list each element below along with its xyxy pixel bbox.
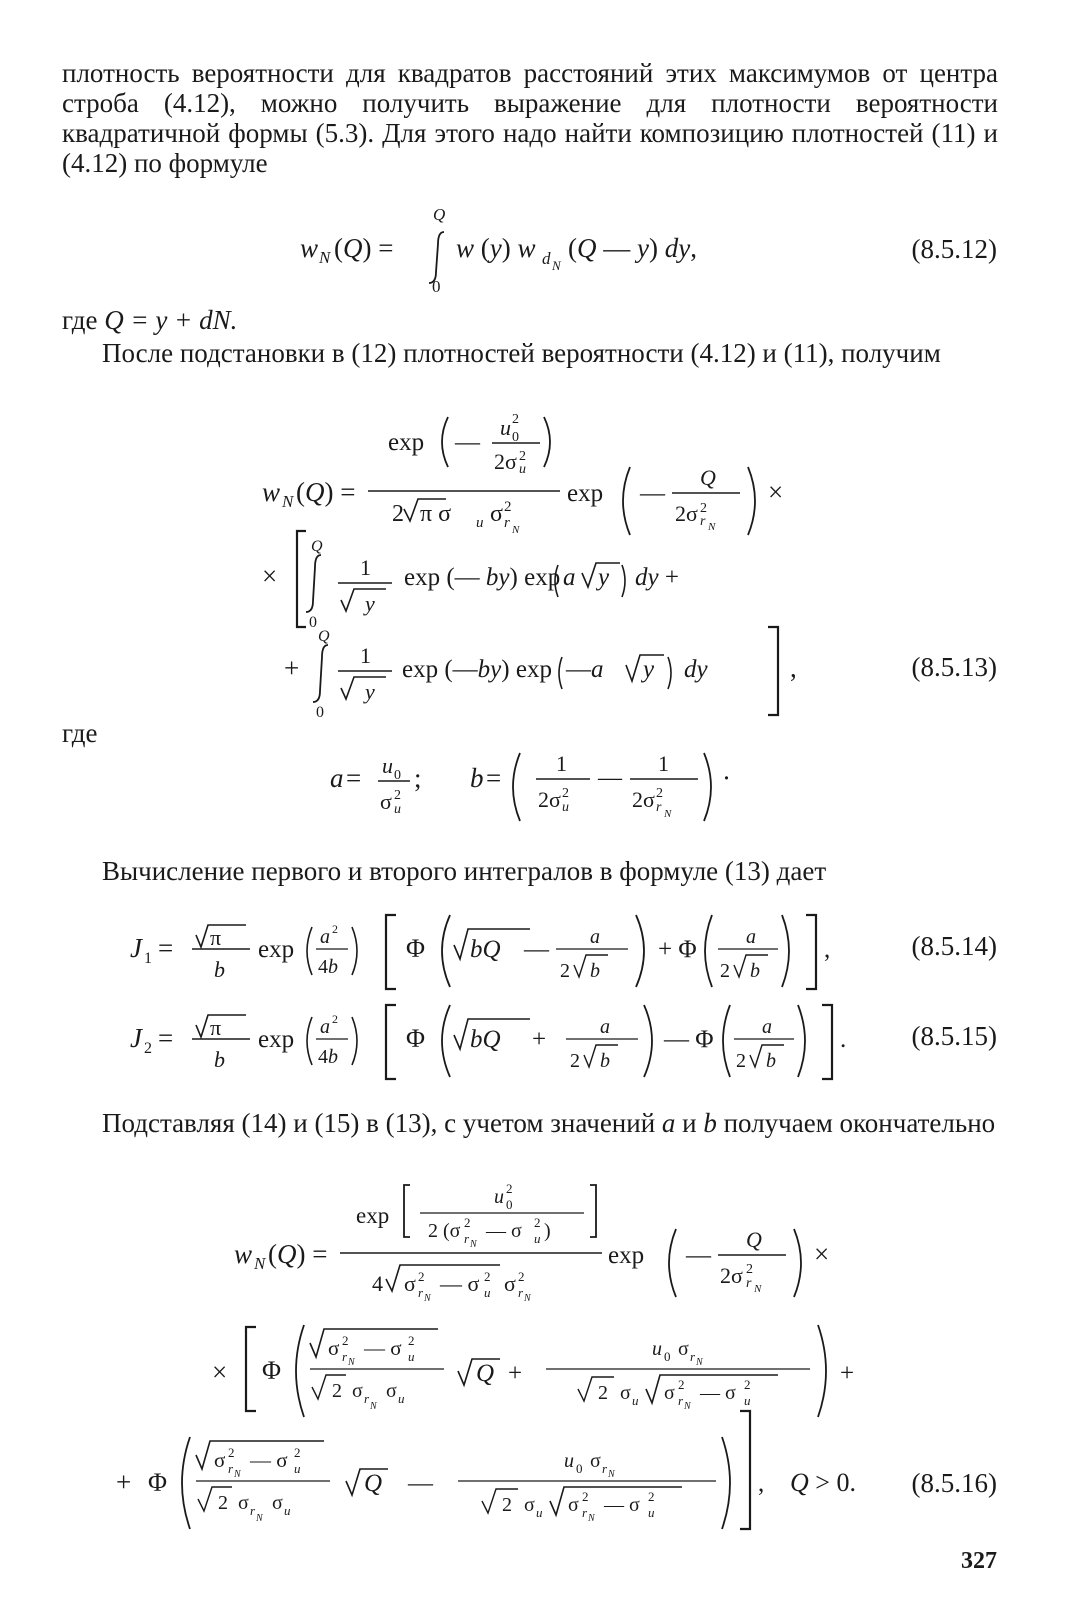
svg-text:u: u	[648, 1505, 655, 1520]
svg-text:σ: σ	[524, 1494, 535, 1516]
svg-text:2: 2	[582, 1489, 589, 1504]
svg-text:N: N	[754, 1283, 762, 1295]
svg-text:1: 1	[556, 751, 567, 776]
svg-text:exp: exp	[608, 1242, 645, 1269]
equations-8-5-14-15	[0, 905, 1067, 1080]
svg-text:a: a	[590, 926, 600, 948]
svg-text:2: 2	[484, 1269, 491, 1284]
svg-text:Φ: Φ	[406, 934, 426, 963]
svg-text:2: 2	[700, 501, 707, 516]
svg-text:N: N	[319, 248, 331, 267]
svg-text:2: 2	[519, 449, 526, 464]
svg-text:u: u	[744, 1393, 751, 1408]
svg-text:u: u	[398, 1391, 405, 1406]
svg-text:2σ: 2σ	[720, 1263, 743, 1288]
svg-text:=: =	[486, 763, 502, 793]
svg-text:Q: Q	[476, 1360, 495, 1387]
svg-text:2: 2	[418, 1269, 425, 1284]
svg-text:Φ: Φ	[262, 1356, 282, 1385]
svg-text:r: r	[464, 1231, 470, 1246]
where-line-2: где	[62, 718, 98, 748]
svg-text:σ: σ	[380, 789, 392, 814]
svg-text:2σ: 2σ	[632, 787, 655, 812]
svg-text:2: 2	[504, 499, 512, 515]
svg-text:2: 2	[342, 1333, 349, 1348]
svg-text:J: J	[130, 933, 142, 963]
svg-text:Q: Q	[700, 465, 716, 490]
svg-text:b: b	[750, 960, 760, 982]
svg-text:σ: σ	[404, 1271, 416, 1296]
svg-text:σ: σ	[590, 1450, 601, 1472]
svg-text:N: N	[348, 1357, 355, 1368]
where-line-1	[62, 305, 237, 335]
svg-text:dy: dy	[684, 656, 708, 683]
svg-text:exp: exp	[567, 480, 604, 507]
svg-text:N: N	[608, 1469, 615, 1480]
svg-text:w (y) w: w (y) w	[456, 233, 536, 263]
svg-text:d: d	[542, 249, 551, 268]
svg-text:a: a	[320, 1016, 330, 1038]
svg-text:(Q) =: (Q) =	[334, 233, 394, 263]
svg-text:2: 2	[518, 1269, 525, 1284]
svg-text:,: ,	[824, 936, 831, 963]
svg-text:2: 2	[332, 1012, 338, 1026]
equation-8-5-16	[0, 1175, 1067, 1535]
svg-text:r: r	[700, 514, 706, 529]
svg-text:+ Φ: + Φ	[658, 936, 697, 963]
equation-number-15: (8.5.15)	[911, 1021, 997, 1051]
svg-text:2 (σ: 2 (σ	[428, 1220, 461, 1242]
svg-text:Q > 0.: Q > 0.	[790, 1468, 856, 1497]
svg-text:r: r	[690, 1349, 696, 1364]
svg-text:b: b	[590, 960, 600, 982]
svg-text:r: r	[602, 1461, 608, 1476]
svg-text:2: 2	[598, 1382, 608, 1404]
svg-text:N: N	[234, 1469, 241, 1480]
svg-text:N: N	[470, 1239, 477, 1250]
svg-text:0: 0	[316, 704, 324, 721]
svg-text:4: 4	[372, 1271, 383, 1296]
svg-text:u: u	[534, 1231, 541, 1246]
svg-text:r: r	[518, 1285, 524, 1300]
svg-text:a: a	[563, 564, 576, 591]
svg-text:0: 0	[576, 1461, 583, 1476]
svg-text:y: y	[598, 564, 610, 591]
svg-text:2: 2	[570, 1050, 580, 1072]
svg-text:w: w	[234, 1239, 253, 1269]
svg-text:J: J	[130, 1023, 142, 1053]
svg-text:u: u	[562, 800, 569, 815]
svg-text:y: y	[365, 591, 375, 616]
svg-text:—: —	[408, 1470, 433, 1497]
svg-text:—: —	[524, 936, 549, 963]
svg-text:2: 2	[394, 788, 401, 803]
svg-text:— σ: — σ	[700, 1382, 736, 1404]
svg-text:=: =	[158, 1023, 174, 1053]
equation-number-12: (8.5.12)	[911, 234, 997, 264]
svg-text:2: 2	[648, 1489, 655, 1504]
svg-text:b: b	[766, 1050, 776, 1072]
svg-text:4b: 4b	[318, 956, 338, 978]
svg-text:a: a	[320, 926, 330, 948]
svg-text:2: 2	[218, 1492, 228, 1514]
paragraph-integrals: Вычисление первого и второго интегралов в формуле (13) дает	[102, 856, 827, 886]
equation-number-16: (8.5.16)	[911, 1468, 997, 1498]
svg-text:σ: σ	[504, 1271, 516, 1296]
svg-text:r: r	[746, 1276, 752, 1291]
svg-text:—: —	[598, 765, 622, 791]
svg-text:a: a	[600, 1016, 610, 1038]
svg-text:a: a	[762, 1016, 772, 1038]
svg-text:,: ,	[790, 653, 797, 683]
svg-text:exp: exp	[388, 429, 425, 456]
svg-text:— σ: — σ	[604, 1494, 640, 1516]
svg-text:exp: exp	[258, 936, 295, 963]
svg-text:b: b	[600, 1050, 610, 1072]
svg-text:σ: σ	[620, 1382, 631, 1404]
svg-text:×: ×	[768, 477, 784, 507]
svg-text:2: 2	[408, 1333, 415, 1348]
svg-text:2: 2	[534, 1215, 541, 1230]
svg-text:a: a	[746, 926, 756, 948]
svg-text:exp (—by) exp: exp (—by) exp	[402, 656, 552, 683]
svg-text:N: N	[256, 1513, 263, 1524]
svg-text:): )	[544, 1220, 551, 1242]
svg-text:σ: σ	[214, 1448, 226, 1472]
svg-text:,: ,	[758, 1470, 765, 1497]
paragraph-final: Подставляя (14) и (15) в (13), с учетом значений a и b получаем окончательно	[102, 1108, 996, 1138]
paragraph-substitution: После подстановки в (12) плотностей вероятности (4.12) и (11), получим	[102, 338, 941, 368]
svg-text:bQ: bQ	[470, 936, 501, 963]
svg-text:— σ: — σ	[440, 1271, 480, 1296]
svg-text:σ: σ	[238, 1492, 249, 1514]
svg-text:exp (— by) exp: exp (— by) exp	[404, 564, 561, 591]
svg-text:2σ: 2σ	[538, 787, 561, 812]
svg-text:N: N	[282, 492, 294, 511]
svg-text:u: u	[408, 1349, 415, 1364]
svg-text:Q: Q	[318, 628, 330, 645]
svg-text:×: ×	[814, 1239, 830, 1269]
svg-text:×: ×	[262, 561, 278, 591]
svg-text:2σ: 2σ	[675, 501, 698, 526]
svg-text:2: 2	[332, 1380, 342, 1402]
svg-text:Φ: Φ	[406, 1024, 426, 1053]
svg-text:y: y	[643, 656, 655, 683]
svg-text:σ: σ	[490, 501, 503, 527]
svg-text:— Φ: — Φ	[664, 1026, 714, 1053]
svg-text:b: b	[214, 1047, 225, 1072]
svg-text:exp: exp	[356, 1203, 390, 1228]
svg-text:r: r	[228, 1461, 234, 1476]
svg-text:Q: Q	[364, 1470, 383, 1497]
svg-text:—: —	[455, 429, 480, 456]
svg-text:u: u	[500, 415, 511, 440]
svg-text:N: N	[588, 1513, 595, 1524]
svg-text:dy +: dy +	[635, 564, 679, 591]
svg-text:(Q) =: (Q) =	[268, 1239, 328, 1269]
svg-text:2: 2	[392, 501, 404, 527]
svg-text:2σ: 2σ	[494, 449, 517, 474]
svg-text:1: 1	[360, 643, 371, 668]
svg-text:2: 2	[562, 786, 569, 801]
svg-text:0: 0	[664, 1349, 671, 1364]
svg-text:Φ: Φ	[148, 1468, 168, 1497]
svg-text:u: u	[394, 802, 401, 817]
where-label: где	[62, 305, 105, 335]
svg-text:+: +	[284, 653, 300, 683]
svg-text:.: .	[840, 1026, 847, 1053]
definitions-a-b	[0, 745, 1067, 835]
svg-text:+: +	[508, 1360, 523, 1387]
svg-text:π σ: π σ	[420, 501, 452, 527]
svg-text:σ: σ	[664, 1382, 675, 1404]
svg-text:2: 2	[746, 1262, 753, 1277]
svg-text:0: 0	[309, 614, 317, 631]
svg-text:2: 2	[560, 960, 570, 982]
svg-text:σ: σ	[568, 1494, 579, 1516]
equation-number-14: (8.5.14)	[911, 931, 997, 961]
svg-text:·: ·	[722, 763, 731, 793]
svg-text:2: 2	[228, 1445, 235, 1460]
svg-text:r: r	[250, 1503, 256, 1518]
svg-text:2: 2	[502, 1494, 512, 1516]
svg-text:u: u	[484, 1285, 491, 1300]
svg-text:0: 0	[506, 1197, 513, 1212]
svg-text:N: N	[254, 1254, 266, 1273]
svg-text:π: π	[210, 1015, 222, 1040]
svg-text:w: w	[300, 233, 319, 263]
svg-text:2: 2	[294, 1445, 301, 1460]
svg-text:π: π	[210, 925, 222, 950]
svg-text:N: N	[684, 1401, 691, 1412]
svg-text:2: 2	[656, 786, 663, 801]
svg-text:u: u	[652, 1338, 662, 1360]
svg-text:—: —	[640, 480, 665, 507]
svg-text:u: u	[294, 1461, 301, 1476]
svg-text:N: N	[552, 258, 561, 273]
svg-text:— σ: — σ	[364, 1336, 402, 1360]
svg-text:2: 2	[506, 1181, 513, 1196]
svg-text:Q: Q	[746, 1227, 762, 1252]
svg-text:N: N	[424, 1293, 431, 1304]
svg-text:σ: σ	[678, 1338, 689, 1360]
svg-text:2: 2	[678, 1377, 685, 1392]
svg-text:Q: Q	[311, 538, 323, 555]
svg-text:a: a	[330, 763, 344, 793]
svg-text:N: N	[664, 808, 672, 820]
svg-text:u: u	[382, 753, 393, 778]
svg-text:2: 2	[512, 412, 519, 427]
svg-text:r: r	[656, 800, 662, 815]
page-number: 327	[961, 1548, 997, 1574]
equation-number-13: (8.5.13)	[911, 652, 997, 682]
svg-text:2: 2	[332, 922, 338, 936]
svg-text:=: =	[158, 933, 174, 963]
svg-text:N: N	[696, 1357, 703, 1368]
svg-text:u: u	[494, 1186, 504, 1208]
svg-text:;: ;	[414, 763, 422, 793]
svg-text:w: w	[262, 477, 281, 507]
svg-text:+: +	[840, 1360, 855, 1387]
svg-text:1: 1	[360, 555, 371, 580]
svg-text:0: 0	[432, 277, 441, 296]
svg-text:=: =	[346, 763, 362, 793]
svg-text:u: u	[519, 462, 526, 477]
svg-text:N: N	[370, 1401, 377, 1412]
svg-text:Q: Q	[433, 205, 446, 224]
svg-text:1: 1	[658, 751, 669, 776]
svg-text:N: N	[524, 1293, 531, 1304]
svg-text:N: N	[708, 521, 716, 533]
svg-text:σ: σ	[328, 1336, 340, 1360]
svg-text:0: 0	[512, 430, 519, 445]
svg-text:u: u	[632, 1393, 639, 1408]
svg-text:b: b	[214, 957, 225, 982]
svg-text:r: r	[364, 1391, 370, 1406]
svg-text:u: u	[476, 515, 484, 531]
svg-text:bQ: bQ	[470, 1026, 501, 1053]
svg-text:b: b	[470, 763, 484, 793]
svg-text:N: N	[512, 524, 520, 536]
svg-text:+: +	[532, 1026, 547, 1053]
svg-text:σ: σ	[352, 1380, 363, 1402]
svg-text:(Q) =: (Q) =	[296, 477, 356, 507]
svg-text:—a: —a	[566, 656, 604, 683]
equation-8-5-13	[0, 405, 1067, 725]
svg-text:r: r	[342, 1349, 348, 1364]
svg-text:2: 2	[736, 1050, 746, 1072]
svg-text:—: —	[686, 1242, 711, 1269]
svg-text:r: r	[504, 515, 510, 531]
svg-text:4b: 4b	[318, 1046, 338, 1068]
svg-text:— σ: — σ	[486, 1220, 522, 1242]
svg-text:σ: σ	[272, 1492, 283, 1514]
equation-8-5-12	[0, 200, 1067, 296]
svg-text:2: 2	[720, 960, 730, 982]
svg-text:2: 2	[144, 1040, 152, 1057]
where-expression: Q = y + dN.	[104, 305, 238, 335]
svg-text:r: r	[678, 1393, 684, 1408]
svg-text:(Q — y) dy,: (Q — y) dy,	[568, 233, 697, 263]
svg-text:— σ: — σ	[250, 1448, 288, 1472]
svg-text:u: u	[284, 1503, 291, 1518]
svg-text:2: 2	[744, 1377, 751, 1392]
svg-text:×: ×	[212, 1357, 228, 1387]
svg-text:u: u	[536, 1505, 543, 1520]
svg-text:u: u	[564, 1450, 574, 1472]
svg-text:exp: exp	[258, 1026, 295, 1053]
svg-text:2: 2	[464, 1215, 471, 1230]
svg-text:y: y	[365, 679, 375, 704]
svg-text:σ: σ	[386, 1380, 397, 1402]
svg-text:+: +	[116, 1467, 132, 1497]
svg-text:r: r	[418, 1285, 424, 1300]
paragraph-intro: плотность вероятности для квадратов расстояний этих максимумов от центра строба (4.12), можно получить выражение для плотности вероятности квадратичной формы (5.3). Для этого надо найти композицию плотностей (11) и (4.12) по формуле	[62, 58, 998, 178]
svg-text:0: 0	[394, 768, 401, 783]
svg-text:1: 1	[144, 950, 152, 967]
svg-text:r: r	[582, 1505, 588, 1520]
